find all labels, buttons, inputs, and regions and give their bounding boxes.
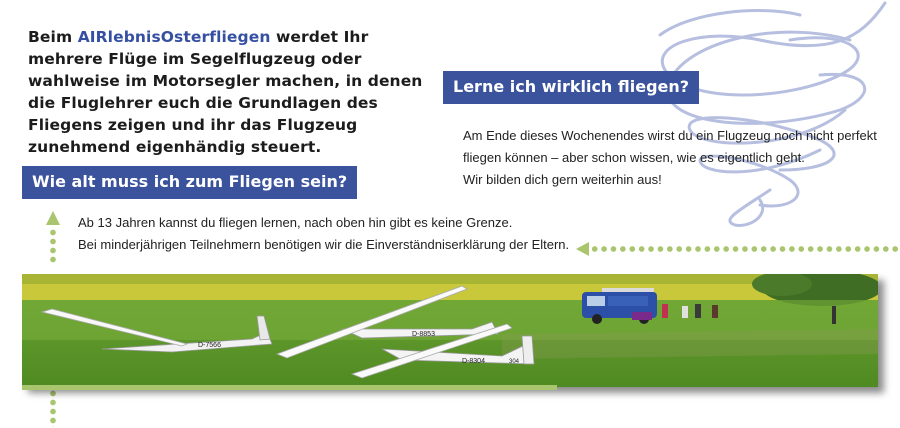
- glider-2-fin-number: 304: [509, 359, 520, 365]
- airfield-photo: [22, 274, 878, 387]
- dotted-line-horizontal: [590, 245, 900, 253]
- glider-1-registration: D-7566: [198, 342, 221, 349]
- intro-paragraph: [28, 26, 448, 158]
- glider-2-registration: D-8853: [412, 331, 435, 338]
- dotted-line-vertical-bottom: [49, 389, 57, 427]
- intro-suffix: werdet Ihr mehrere Flüge: [28, 28, 369, 68]
- glider-3-registration: D-8304: [462, 358, 485, 365]
- learn-line-1: Am Ende dieses Wochenendes wirst du ein Flugzeug noch nicht perfekt: [463, 128, 877, 143]
- brand-name: AIRlebnisOsterfliegen: [77, 28, 271, 46]
- dotted-line-vertical: [49, 228, 57, 264]
- age-line-2: Bei minderjährigen Teilnehmern benötigen wir die Einverständniserklärung der Eltern.: [78, 237, 570, 252]
- heading-age: Wie alt muss ich zum Fliegen sein?: [22, 166, 357, 199]
- intro-prefix: Beim: [28, 28, 78, 46]
- learn-line-3: Wir bilden dich gern weiterhin aus!: [463, 172, 662, 187]
- arrow-up-icon: [46, 211, 60, 225]
- intro-rest: im Segelflugzeug oder wahlweise im Motorsegler machen, in denen die Fluglehrer euch die Grundlagen des Fliegens zeigen und ihr das Flugzeug zunehmend eigenhändig steuert.: [28, 50, 423, 156]
- learn-paragraph: [463, 125, 883, 191]
- heading-learn-flying: Lerne ich wirklich fliegen?: [443, 71, 699, 104]
- arrow-left-icon: [576, 242, 589, 256]
- learn-line-2: fliegen können – aber schon wissen, wie es eigentlich geht.: [463, 150, 805, 165]
- age-line-1: Ab 13 Jahren kannst du fliegen lernen, nach oben hin gibt es keine Grenze.: [78, 215, 513, 230]
- age-paragraph: [78, 212, 598, 256]
- accent-bar: [22, 385, 557, 390]
